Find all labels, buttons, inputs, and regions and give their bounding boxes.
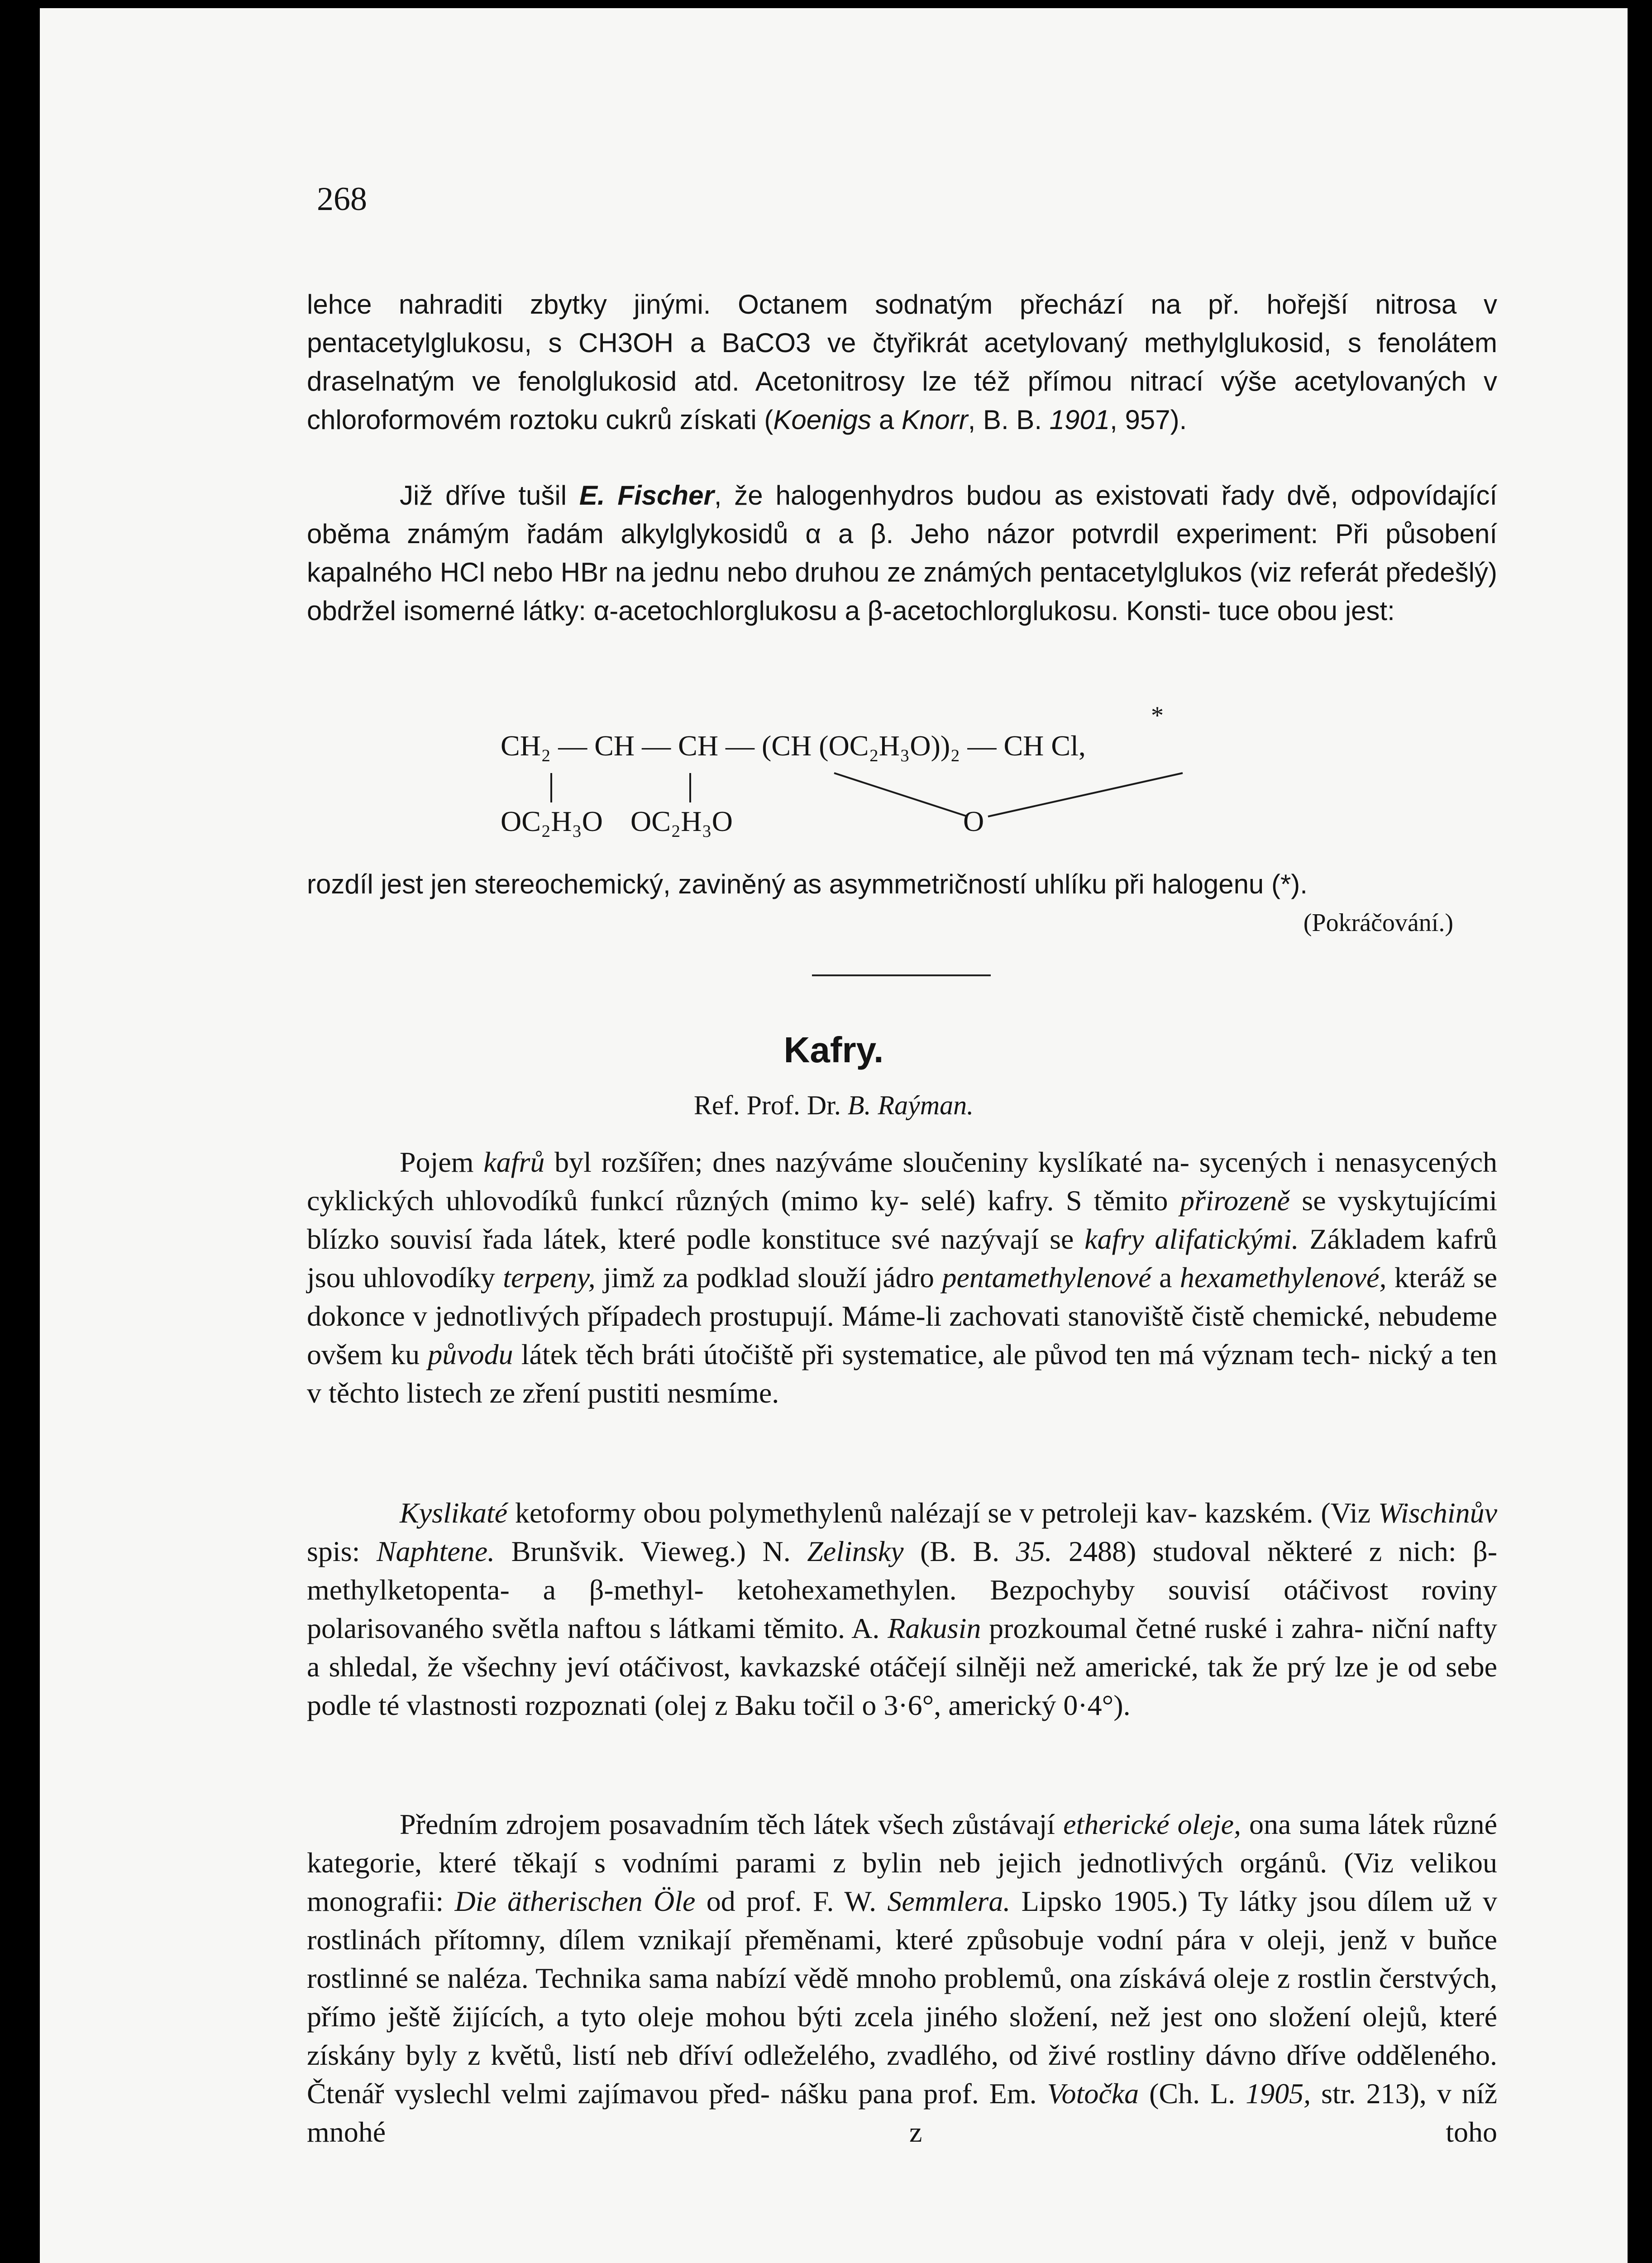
paragraph-fischer (307, 476, 1497, 630)
text-fragment: Již dříve tušil (400, 480, 579, 511)
citation-year: 1901 (1049, 405, 1110, 435)
text-line: sycených i nenasycených cyklických uhlovodíků funkcí různých (mimo ky- (307, 1146, 1498, 1217)
emphasis: Wischinův (1378, 1497, 1498, 1529)
emphasis: Öle (654, 1885, 696, 1917)
text-fragment: Lipsko 1905.) Ty látky jsou dílem už (1010, 1885, 1472, 1917)
emphasis: Votočka (1047, 2077, 1139, 2110)
author-name: Koenigs (773, 405, 872, 435)
text-fragment: prozkoumal četné ruské i zahra- (981, 1612, 1364, 1644)
text-line: rozdíl jest jen stereochemický, zaviněný as asymmetričností uhlíku při (307, 869, 1145, 899)
emphasis: Kyslikaté (400, 1497, 508, 1529)
emphasis: 35. (1016, 1535, 1052, 1567)
text-fragment: a (871, 405, 902, 435)
text-fragment: jimž za podklad slouží jádro (595, 1261, 942, 1294)
text-line: niční nafty a shledal, že všechny jeví otáčivost, kavkazské otáčejí silněji (307, 1612, 1498, 1683)
byline-prefix: Ref. Prof. Dr. (693, 1090, 848, 1120)
emphasis: Die ätherischen (454, 1885, 643, 1917)
emphasis: původu (428, 1338, 513, 1370)
emphasis: přirozeně (1179, 1184, 1290, 1217)
author-name: Knorr (901, 405, 968, 435)
text-line: pára v oleji, jenž v buňce rostlinné se naléza. Technika sama nabízí vědě (307, 1924, 1498, 1994)
text-fragment: Pojem (400, 1146, 484, 1178)
section-title: Kafry. (783, 1030, 884, 1070)
text-fragment: jsou uhlovodíky (307, 1261, 503, 1294)
emphasis: Semmlera. (887, 1885, 1011, 1917)
text-line: jednu nebo druhou ze známých pentacetylglukos (viz referát předešlý) (653, 557, 1497, 587)
text-fragment: od prof. F. W. (695, 1885, 888, 1917)
text-fragment: ona suma látek různé kategorie, které těkají s vodními parami z bylin (307, 1808, 1498, 1879)
text-line: halogenu (*). (1152, 869, 1308, 899)
text-line: v rostlinách přítomny, dílem vznikají přeměnami, které způsobuje vodní (307, 1885, 1498, 1956)
paragraph-essential-oils (307, 1805, 1497, 2151)
text-line: rostliny dávno dříve odděleného. Čtenář vyslechl velmi zajímavou před- (307, 2039, 1498, 2110)
author-name: E. Fischer (579, 480, 714, 511)
text-fragment: nášku pana prof. Em. (780, 2077, 1047, 2110)
text-line: methylglukosid, s fenolátem draselnatým ve fenolglukosid atd. Acetonitrosy (307, 328, 1497, 396)
text-line: obdržel isomerné látky: α-acetochlorglukosu a β-acetochlorglukosu. Konsti- (307, 596, 1211, 626)
text-fragment: neb jejich jednotlivých orgánů. (Viz velikou monografii: (307, 1847, 1498, 1917)
paragraph-ketoforms (307, 1494, 1497, 1724)
text-fragment: (Ch. L. (1139, 2077, 1246, 2110)
emphasis: terpeny, (503, 1261, 596, 1294)
text-fragment: Máme-li zachovati stanoviště čistě chemické, nebudeme ovšem ku (307, 1300, 1498, 1370)
bond-line (988, 773, 1183, 816)
paragraph-camphor-definition (307, 1143, 1497, 1412)
formula-substituent: OC₂H₃O (630, 805, 733, 837)
paragraph-glucose-nitrosa (307, 285, 1497, 439)
text-fragment: spis: (307, 1535, 377, 1567)
emphasis: Zelinsky (807, 1535, 904, 1567)
emphasis: 1905, (1246, 2077, 1311, 2110)
text-line: nický a ten v těchto listech ze zření pustiti nesmíme. (307, 1338, 1498, 1409)
text-line: názor potvrdil experiment: Při působení kapalného HCl nebo HBr na (307, 519, 1497, 587)
text-line: nitrosa v pentacetylglukosu, s CH3OH a BaCO3 ve čtyřikrát acetylovaný (307, 289, 1498, 358)
text-line: tuce obou jest: (1218, 596, 1395, 626)
text-fragment: str. 213), v níž mnohé z toho (307, 2077, 1497, 2148)
emphasis: pentamethylenové (942, 1261, 1151, 1294)
formula-oxygen: O (963, 805, 984, 837)
scanned-page (40, 8, 1628, 2263)
emphasis: etherické (1063, 1808, 1170, 1840)
text-fragment: , B. B. (968, 405, 1050, 435)
emphasis: kafrů (483, 1146, 545, 1178)
continued-note: (Pokráčování.) (1303, 909, 1453, 937)
text-fragment: byl rozšířen; dnes nazýváme sloučeniny kyslíkaté na- (544, 1146, 1189, 1178)
text-fragment: , že halogenhydros budou as existovati (714, 480, 1209, 511)
bond-line (834, 773, 968, 816)
formula-main-chain: CH₂ — CH — CH — (CH (OC₂H₃O))₂ — CH Cl, (501, 730, 1086, 762)
text-fragment: Předním zdrojem posavadním těch látek všech zůstávají (400, 1808, 1064, 1840)
text-fragment: Základem kafrů (1299, 1223, 1498, 1255)
text-line: a tyto oleje mohou býti zcela jiného složení, než jest ono složení olejů, (556, 2000, 1428, 2033)
paragraph-stereochemistry (307, 865, 1497, 903)
section-byline (40, 1092, 1628, 1119)
text-line: než americké, tak že prý lze je od sebe podle té vlastnosti rozpoznati (307, 1651, 1498, 1721)
formula-bonds (447, 759, 1217, 832)
emphasis: oleje, (1177, 1808, 1241, 1840)
text-fragment: 2488) studoval některé z nich: β-methylketopenta- a β-methyl- (307, 1535, 1498, 1606)
formula-substituent: OC₂H₃O (501, 805, 603, 837)
text-fragment: a (1159, 1261, 1180, 1294)
emphasis: kafry alifatickými. (1084, 1223, 1299, 1255)
text-fragment: ketoformy obou polymethylenů nalézají se v petroleji kav- (507, 1497, 1197, 1529)
text-line: (olej z Baku točil o 3·6°, americký 0·4°). (654, 1689, 1131, 1721)
text-line: mnoho problemů, ona získává oleje z rostlin čerstvých, přímo ještě žijících, (307, 1962, 1497, 2033)
emphasis: Naphtene. (376, 1535, 495, 1567)
text-line: lehce nahraditi zbytky jinými. Octanem sodnatým přechází na př. hořejší (307, 289, 1348, 320)
text-fragment: naftou s látkami těmito. A. (567, 1612, 888, 1644)
text-fragment: Brunšvik. Vieweg.) N. (495, 1535, 807, 1567)
text-line: získati ( (679, 405, 773, 435)
text-line: látek těch bráti útočiště při systematice, ale původ ten má význam tech- (521, 1338, 1361, 1370)
emphasis: hexamethylenové, (1179, 1261, 1387, 1294)
text-line: řady dvě, odpovídající oběma známým řadám alkylglykosidů α a β. Jeho (307, 480, 1497, 549)
text-fragment: se vyskytujícími blízko souvisí řada látek, (307, 1184, 1498, 1255)
byline-author: B. Raýman. (847, 1090, 974, 1120)
text-fragment: , 957). (1110, 405, 1187, 435)
text-fragment: kazském. (Viz (1204, 1497, 1378, 1529)
text-line: lze též přímou nitrací výše acetylovaných v chloroformovém roztoku cukrů (307, 366, 1498, 435)
text-fragment: které podle konstituce své nazývají se (617, 1223, 1085, 1255)
page-number: 268 (317, 181, 367, 218)
text-line: ketohexamethylen. Bezpochyby souvisí otáčivost roviny polarisovaného světla (307, 1574, 1498, 1644)
emphasis: Rakusin (888, 1612, 981, 1644)
text-fragment: kteráž se dokonce v jednotlivých případech prostupují. (307, 1261, 1498, 1332)
asterisk-marker: * (1151, 702, 1164, 730)
section-divider (812, 974, 991, 976)
text-fragment: selé) kafry. S těmito (921, 1184, 1180, 1217)
text-line: které získány byly z květů, listí neb dříví odleželého, zvadlého, od živé (307, 2000, 1498, 2071)
text-fragment: (B. B. (920, 1535, 1016, 1567)
